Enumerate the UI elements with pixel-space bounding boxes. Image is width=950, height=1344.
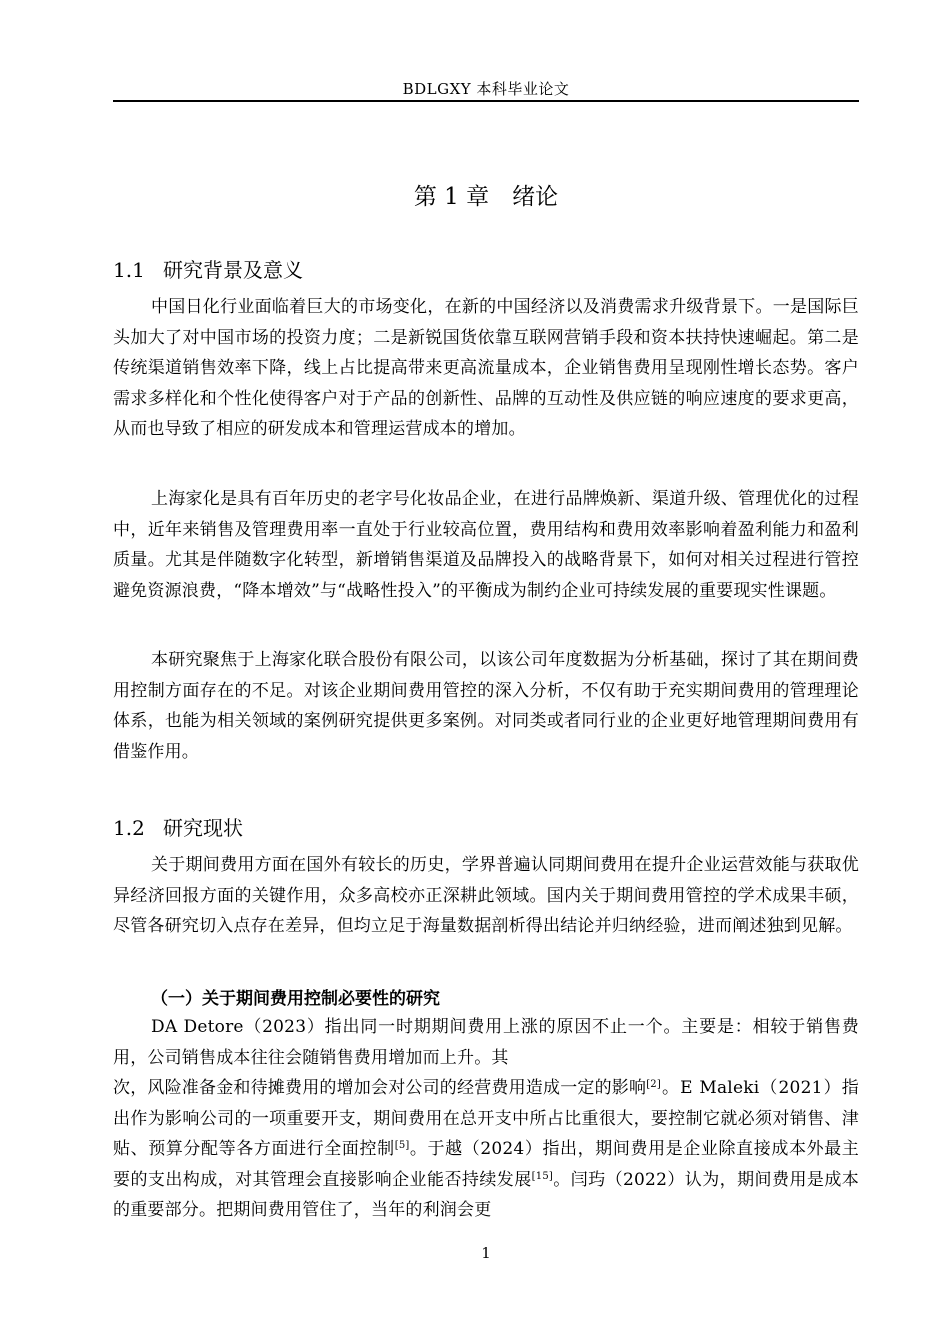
running-header: BDLGXY 本科毕业论文	[402, 80, 570, 98]
paragraph-background-2: 上海家化是具有百年历史的老字号化妆品企业，在进行品牌焕新、渠道升级、管理优化的过程中，近年来销售及管理费用率一直处于行业较高位置，费用结构和费用效率影响着盈利能力和盈利质量。尤其是伴随数字化转型，新增销售渠道及品牌投入的战略背景下，如何对相关过程进行管控避免资源浪费，“降本增效”与“战略性投入”的平衡成为制约企业可持续发展的重要现实性课题。	[113, 489, 859, 601]
page-number: 1	[481, 1244, 491, 1262]
paragraph-literature-review	[113, 1012, 859, 1226]
section-number: 1.2	[113, 816, 145, 840]
lit-text-2: 次，风险准备金和待摊费用的增加会对公司的经营费用造成一定的影响	[113, 1078, 647, 1098]
section-heading-1-2	[113, 812, 243, 841]
header-rule	[113, 100, 859, 102]
lit-text-1: DA Detore（2023）指出同一时期期间费用上涨的原因不止一个。主要是：相较于销售费用，公司销售成本往往会随销售费用增加而上升。其	[113, 1017, 859, 1068]
section-heading-1-1	[113, 254, 303, 283]
section-title: 研究背景及意义	[163, 258, 303, 282]
lit-text-5: 。闫玙（2022）认为，期间费用是成本的重要部分。把期间费用管住了，当年的利润会更	[113, 1169, 859, 1220]
citation-ref: [5]	[394, 1140, 410, 1151]
chapter-title: 第 1 章 绪论	[413, 184, 559, 210]
paragraph-background-3: 本研究聚焦于上海家化联合股份有限公司，以该公司年度数据为分析基础，探讨了其在期间费用控制方面存在的不足。对该企业期间费用管控的深入分析，不仅有助于充实期间费用的管理理论体系，也能为相关领域的案例研究提供更多案例。对同类或者同行业的企业更好地管理期间费用有借鉴作用。	[113, 650, 859, 762]
citation-ref: [15]	[531, 1170, 553, 1182]
lit-text-3: 。E Maleki（2021）指出作为影响公司的一项重要开支，期间费用在总开支中所占比重很大，要控制它就必须对销售、津贴、预算分配等各方面进行全面控制	[113, 1078, 859, 1159]
subheading-necessity: （一）关于期间费用控制必要性的研究	[151, 989, 440, 1009]
citation-ref: [2]	[646, 1079, 661, 1090]
section-number: 1.1	[113, 258, 145, 282]
section-title: 研究现状	[163, 816, 243, 840]
paragraph-background-1: 中国日化行业面临着巨大的市场变化，在新的中国经济以及消费需求升级背景下。一是国际巨头加大了对中国市场的投资力度；二是新锐国货依靠互联网营销手段和资本扶持快速崛起。第二是传统渠道销售效率下降，线上占比提高带来更高流量成本，企业销售费用呈现刚性增长态势。客户需求多样化和个性化使得客户对于产品的创新性、品牌的互动性及供应链的响应速度的要求更高，从而也导致了相应的研发成本和管理运营成本的增加。	[113, 297, 859, 439]
paragraph-research-status: 关于期间费用方面在国外有较长的历史，学界普遍认同期间费用在提升企业运营效能与获取优异经济回报方面的关键作用，众多高校亦正深耕此领域。国内关于期间费用管控的学术成果丰硕，尽管各研究切入点存在差异，但均立足于海量数据剖析得出结论并归纳经验，进而阐述独到见解。	[113, 855, 859, 936]
lit-text-4: 。于越（2024）指出，期间费用是企业除直接成本外最主要的支出构成，对其管理会直接影响企业能否持续发展	[113, 1139, 859, 1190]
